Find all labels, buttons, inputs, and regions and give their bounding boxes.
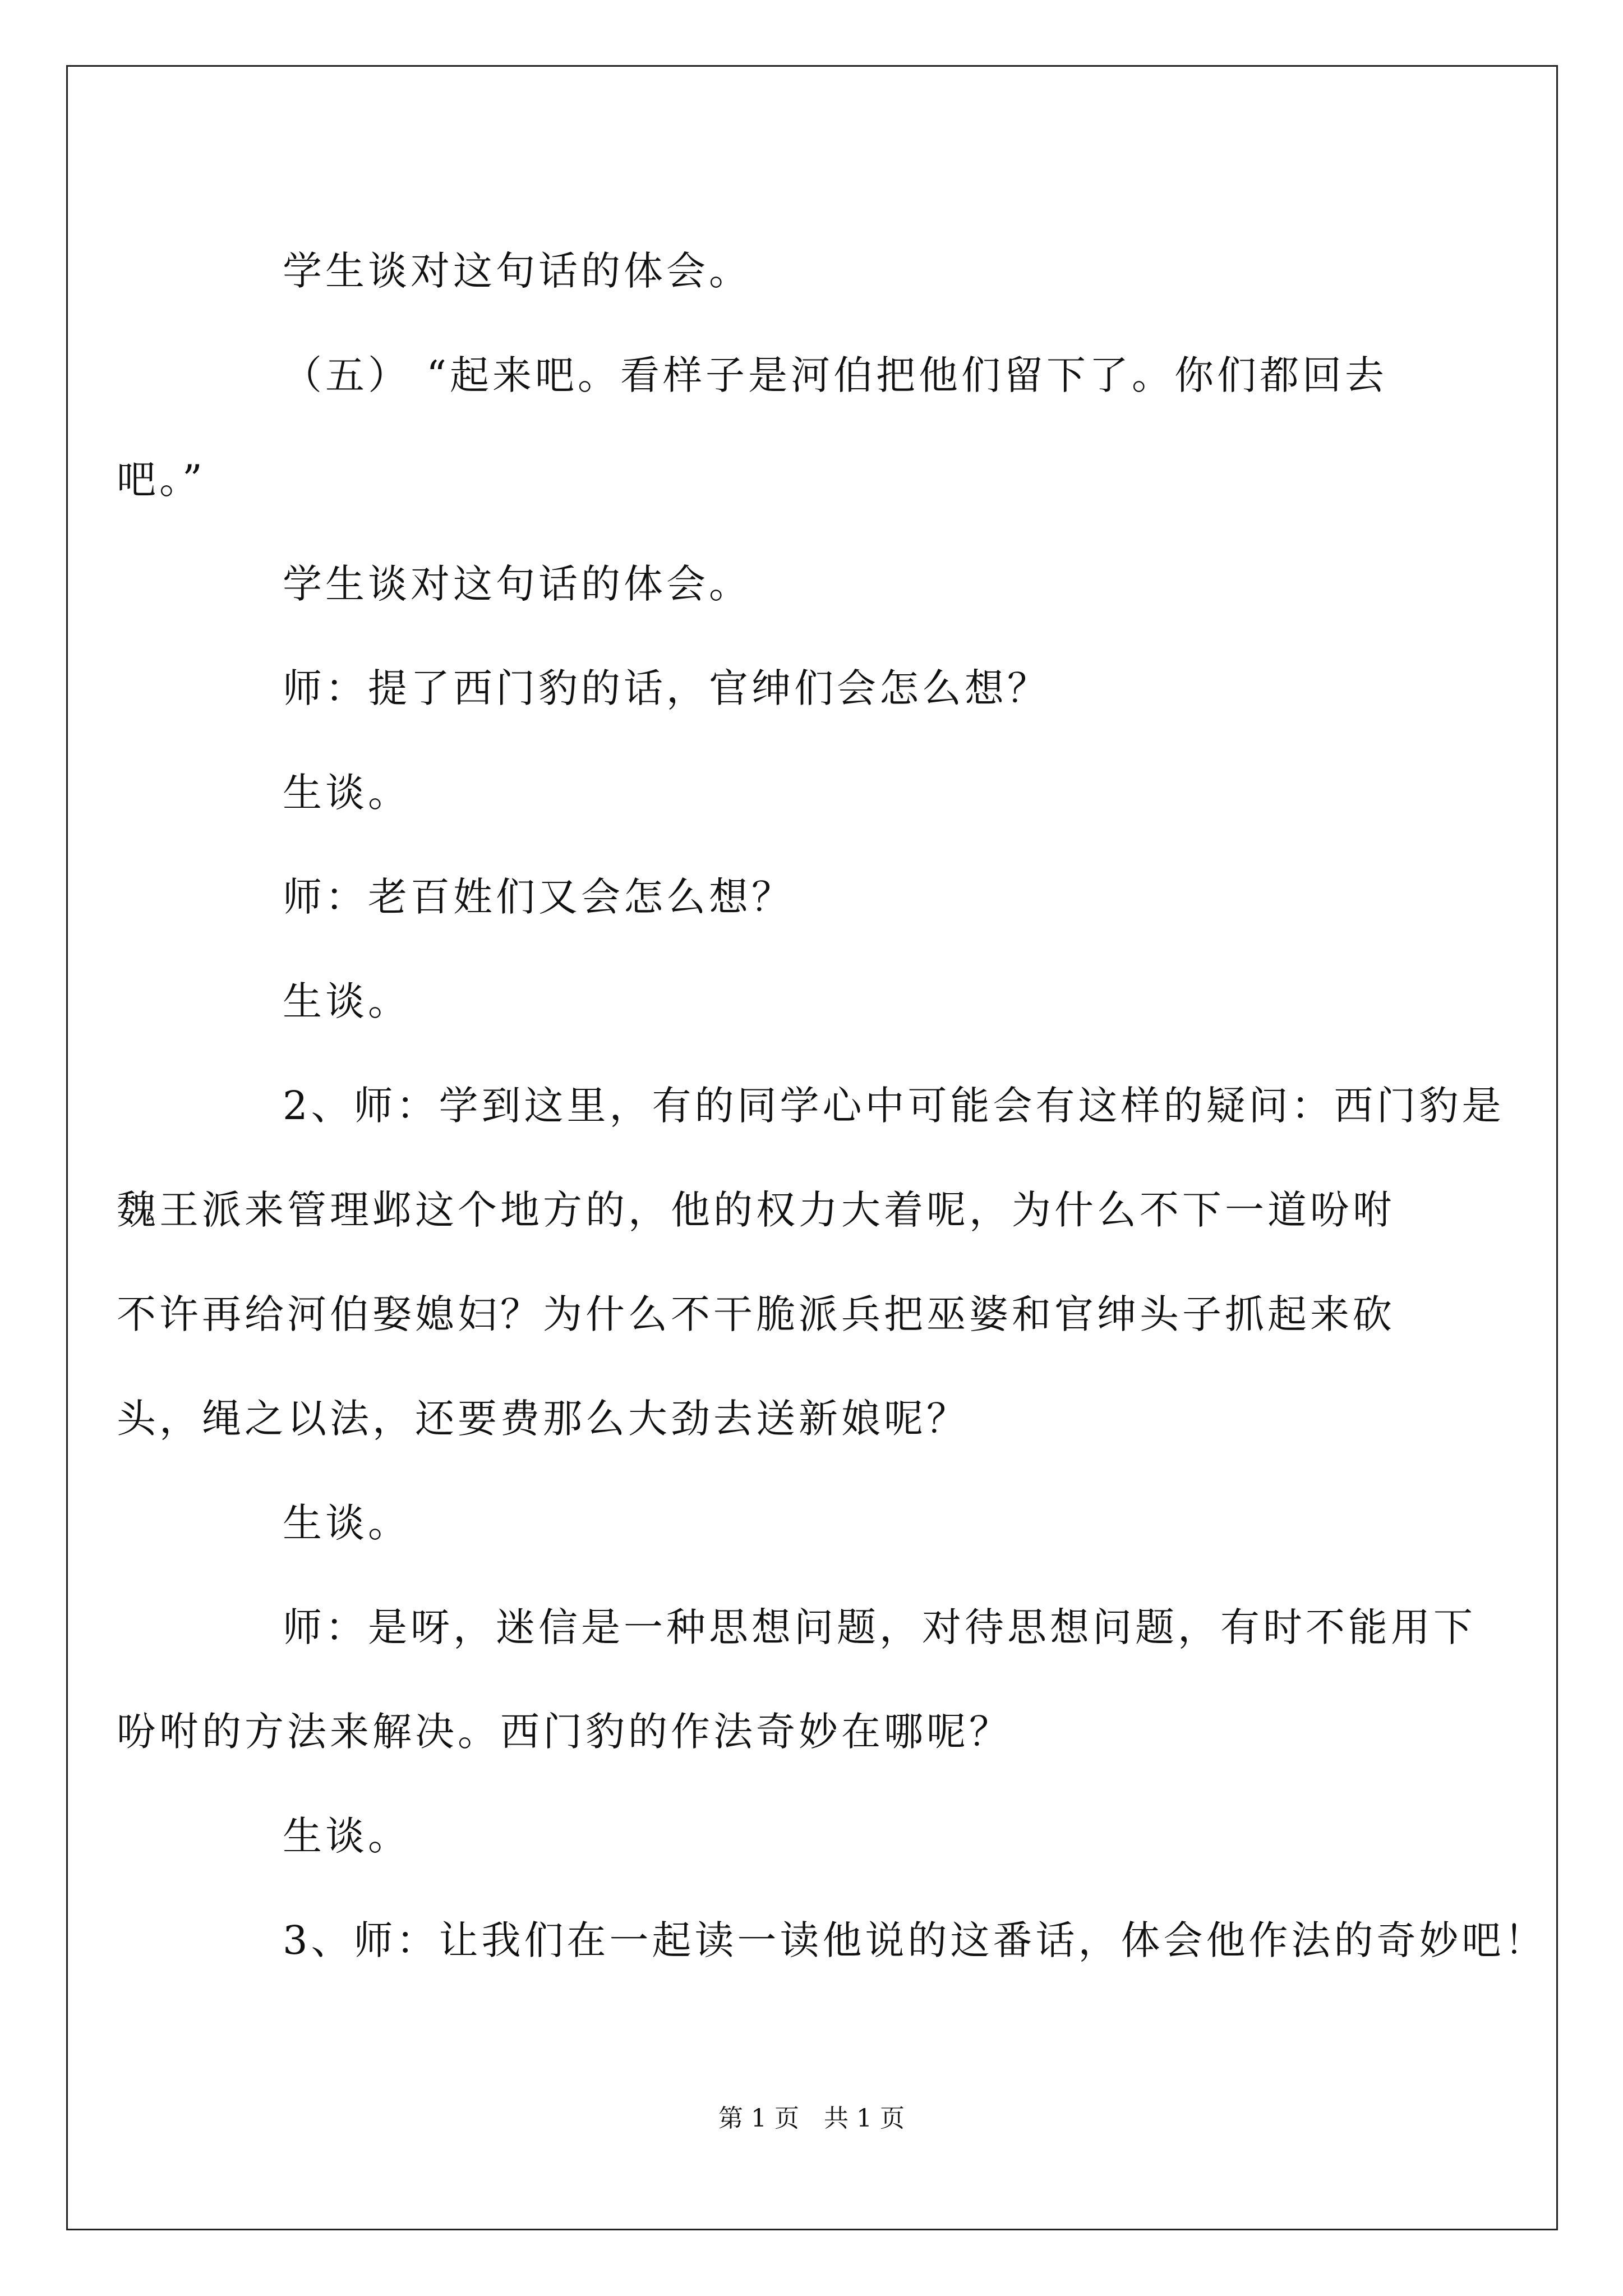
paragraph: 生谈。 (283, 978, 411, 1024)
paragraph: 生谈。 (283, 1500, 411, 1546)
paragraph: 师：是呀，迷信是一种思想问题，对待思想问题，有时不能用下 (283, 1604, 1476, 1650)
paragraph: 2、师：学到这里，有的同学心中可能会有这样的疑问：西门豹是 (283, 1083, 1505, 1129)
paragraph: （五） “起来吧。看样子是河伯把他们留下了。你们都回去 (283, 352, 1388, 398)
paragraph: 生谈。 (283, 1813, 411, 1859)
document-body (117, 219, 1547, 1993)
paragraph: 生谈。 (283, 770, 411, 816)
paragraph-continuation: 吧。” (117, 457, 206, 503)
paragraph: 学生谈对这句话的体会。 (283, 248, 751, 294)
paragraph: 师：老百姓们又会怎么想？ (283, 874, 794, 920)
page-number-footer: 第 1 页 共 1 页 (718, 2104, 905, 2133)
paragraph-continuation: 魏王派来管理邺这个地方的，他的权力大着呢，为什么不下一道吩咐 (117, 1187, 1395, 1233)
paragraph-continuation: 吩咐的方法来解决。西门豹的作法奇妙在哪呢？ (117, 1709, 1012, 1755)
paragraph-continuation: 头，绳之以法，还要费那么大劲去送新娘呢？ (117, 1396, 969, 1442)
paragraph-continuation: 不许再给河伯娶媳妇？为什么不干脆派兵把巫婆和官绅头子抓起来砍 (117, 1291, 1395, 1337)
paragraph: 3、师：让我们在一起读一读他说的这番话，体会他作法的奇妙吧！ (283, 1917, 1547, 1963)
paragraph: 师：提了西门豹的话，官绅们会怎么想？ (283, 665, 1050, 711)
paragraph: 学生谈对这句话的体会。 (283, 561, 751, 607)
